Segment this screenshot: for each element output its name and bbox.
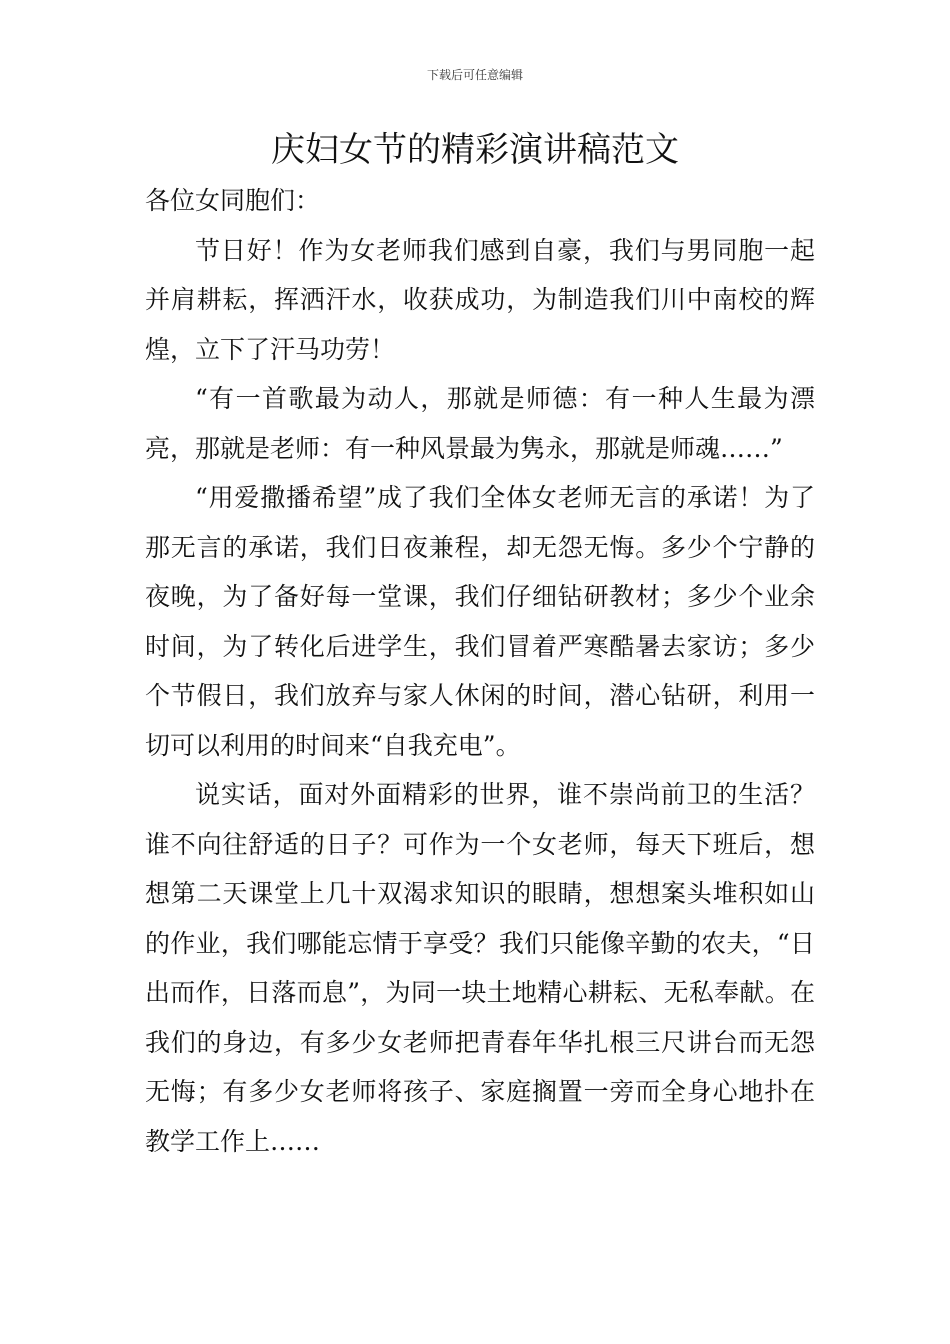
document-title: 庆妇女节的精彩演讲稿范文 [271, 130, 679, 170]
paragraph-2: “有一首歌最为动人，那就是师德：有一种人生最为漂亮，那就是老师：有一种风景最为隽永，那就是师魂……” [145, 384, 815, 463]
paragraph-1: 节日好！作为女老师我们感到自豪，我们与男同胞一起并肩耕耘，挥洒汗水，收获成功，为制造我们川中南校的辉煌，立下了汗马功劳！ [145, 235, 815, 364]
paragraph-4: 说实话，面对外面精彩的世界，谁不崇尚前卫的生活？谁不向往舒适的日子？可作为一个女老师，每天下班后，想想第二天课堂上几十双渴求知识的眼睛，想想案头堆积如山的作业，我们哪能忘情于享受？我们只能像辛勤的农夫，“日出而作，日落而息”，为同一块土地精心耕耘、无私奉献。在我们的身边，有多少女老师把青春年华扎根三尺讲台而无怨无悔；有多少女老师将孩子、家庭搁置一旁而全身心地扑在教学工作上…… [145, 780, 815, 1156]
salutation: 各位女同胞们： [145, 186, 321, 215]
header-note: 下载后可任意编辑 [426, 68, 523, 82]
paragraph-3: “用爱撒播希望”成了我们全体女老师无言的承诺！为了那无言的承诺，我们日夜兼程，却无怨无悔。多少个宁静的夜晚，为了备好每一堂课，我们仔细钻研教材；多少个业余时间，为了转化后进学生，我们冒着严寒酷暑去家访；多少个节假日，我们放弃与家人休闲的时间，潜心钻研，利用一切可以利用的时间来“自我充电”。 [145, 483, 815, 760]
document-body [145, 176, 815, 1166]
